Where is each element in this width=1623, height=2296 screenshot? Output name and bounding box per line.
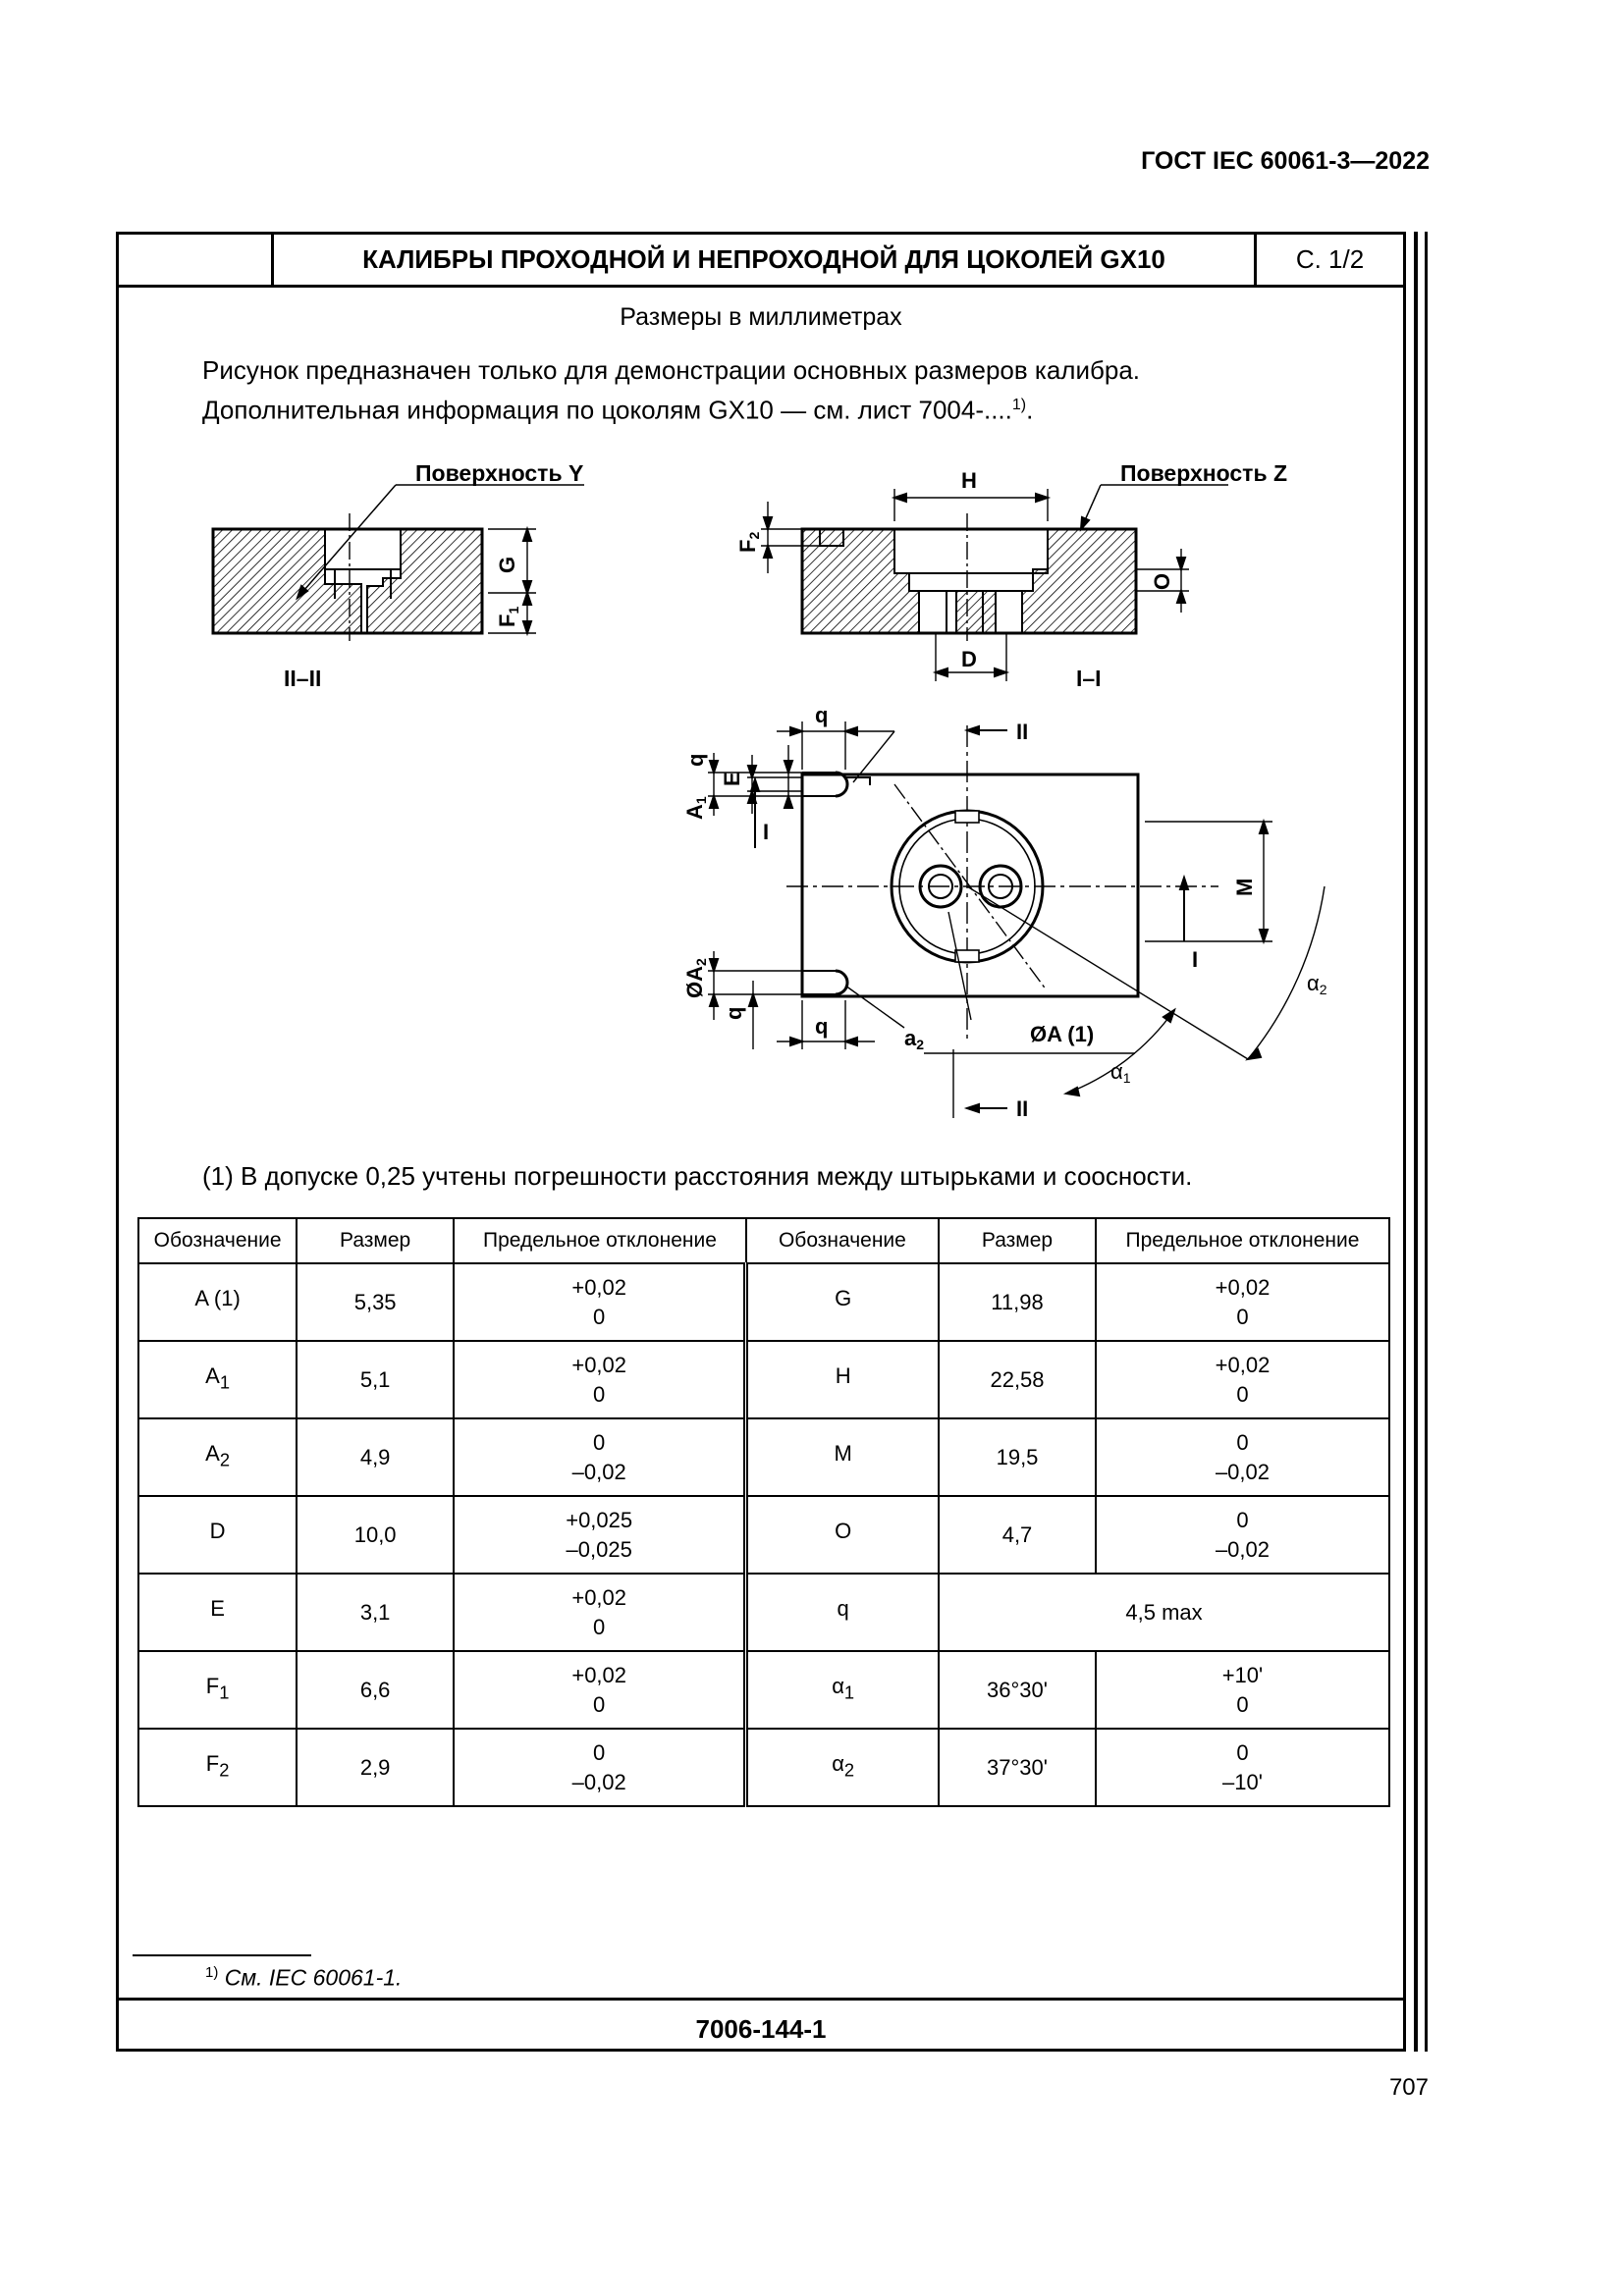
table-row: $A_1$ 5,1 +0,02 0 H 22,58 +0,02 0 (138, 1341, 1389, 1418)
table-row: A (1) 5,35 +0,02 0 G 11,98 +0,02 0 (138, 1263, 1389, 1341)
sheet-number: 7006-144-1 (695, 2014, 827, 2044)
section-1-label: I–I (1076, 666, 1102, 691)
section-mark-II-top: II (1016, 720, 1029, 744)
table-row: $A_2$ 4,9 0 –0,02 M 19,5 0 –0,02 (138, 1418, 1389, 1496)
col-tolerance-2: Предельное отклонение (1096, 1218, 1389, 1263)
dimensions-table (137, 1217, 1390, 1807)
table-row: D 10,0 +0,025 –0,025 O 4,7 0 –0,02 (138, 1496, 1389, 1574)
col-designation-1: Обозначение (138, 1218, 297, 1263)
dim-alpha2: α2 (1307, 971, 1327, 997)
dim-M: M (1232, 878, 1257, 896)
section-mark-II-bottom: II (1016, 1096, 1029, 1121)
dim-O: O (1150, 572, 1174, 590)
intro-line-1: Рисунок предназначен только для демонстрации основных размеров калибра. (202, 355, 1141, 385)
intro-line-2: Дополнительная информация по цоколям GX10 — см. лист 7004-....$^{1)}$. (202, 395, 1034, 425)
col-size-1: Размер (297, 1218, 454, 1263)
frame-line-3 (1425, 232, 1428, 2052)
footnote-divider (133, 1954, 311, 1956)
dim-A1: A1 (682, 796, 709, 820)
dim-q-bottom-left: q (722, 1006, 746, 1020)
tolerance-note: (1) В допуске 0,25 учтены погрешности расстояния между штырьками и соосности. (202, 1161, 1193, 1191)
dim-q-left: q (683, 753, 708, 767)
sheet-frame (116, 232, 1406, 2052)
dim-a2: a2 (904, 1026, 925, 1052)
frame-line-2 (1414, 232, 1418, 2052)
plan-view (786, 725, 1218, 1040)
dim-alpha1: α1 (1110, 1059, 1131, 1086)
units-note: Размеры в миллиметрах (620, 303, 902, 331)
sheet-page: С. 1/2 (1295, 244, 1365, 274)
sheet-title: КАЛИБРЫ ПРОХОДНОЙ И НЕПРОХОДНОЙ ДЛЯ ЦОКОЛЕЙ GX10 (362, 244, 1165, 274)
dim-OA1: ØA (1) (1030, 1022, 1095, 1046)
section-1-view (802, 513, 1136, 641)
footer-rule (119, 1998, 1403, 2001)
section-2-label: II–II (284, 666, 322, 691)
col-tolerance-1: Предельное отклонение (454, 1218, 746, 1263)
dim-D: D (961, 647, 977, 671)
table-row: E 3,1 +0,02 0 q 4,5 max (138, 1574, 1389, 1651)
dim-G: G (495, 556, 519, 573)
page-number: 707 (1388, 2074, 1429, 2101)
surface-z-label: Поверхность Z (1120, 460, 1288, 486)
section-mark-I-left: I (763, 820, 770, 844)
gauge-drawing (119, 235, 1403, 1157)
dim-OA2: ØA2 (682, 958, 709, 998)
col-designation-2: Обозначение (746, 1218, 939, 1263)
table-row: $F_2$ 2,9 0 –0,02 $\alpha_2$ 37°30' 0 –10' (138, 1729, 1389, 1806)
dim-q-top: q (815, 703, 829, 727)
section-mark-I-right: I (1192, 947, 1199, 972)
dim-F1: F1 (495, 606, 521, 627)
dim-q-bottom: q (815, 1014, 829, 1039)
standard-number: ГОСТ IEC 60061-3—2022 (1141, 147, 1430, 175)
dim-E: E (720, 772, 744, 786)
dim-F2: F2 (735, 531, 762, 553)
surface-y-label: Поверхность Y (415, 460, 584, 486)
section-2-view (213, 513, 482, 641)
dim-H: H (961, 468, 977, 493)
footnote: $^{1)}$ См. IEC 60061-1. (205, 1964, 403, 1991)
col-size-2: Размер (939, 1218, 1096, 1263)
table-header-row (138, 1218, 1389, 1263)
table-row: $F_1$ 6,6 +0,02 0 $\alpha_1$ 36°30' +10' 0 (138, 1651, 1389, 1729)
